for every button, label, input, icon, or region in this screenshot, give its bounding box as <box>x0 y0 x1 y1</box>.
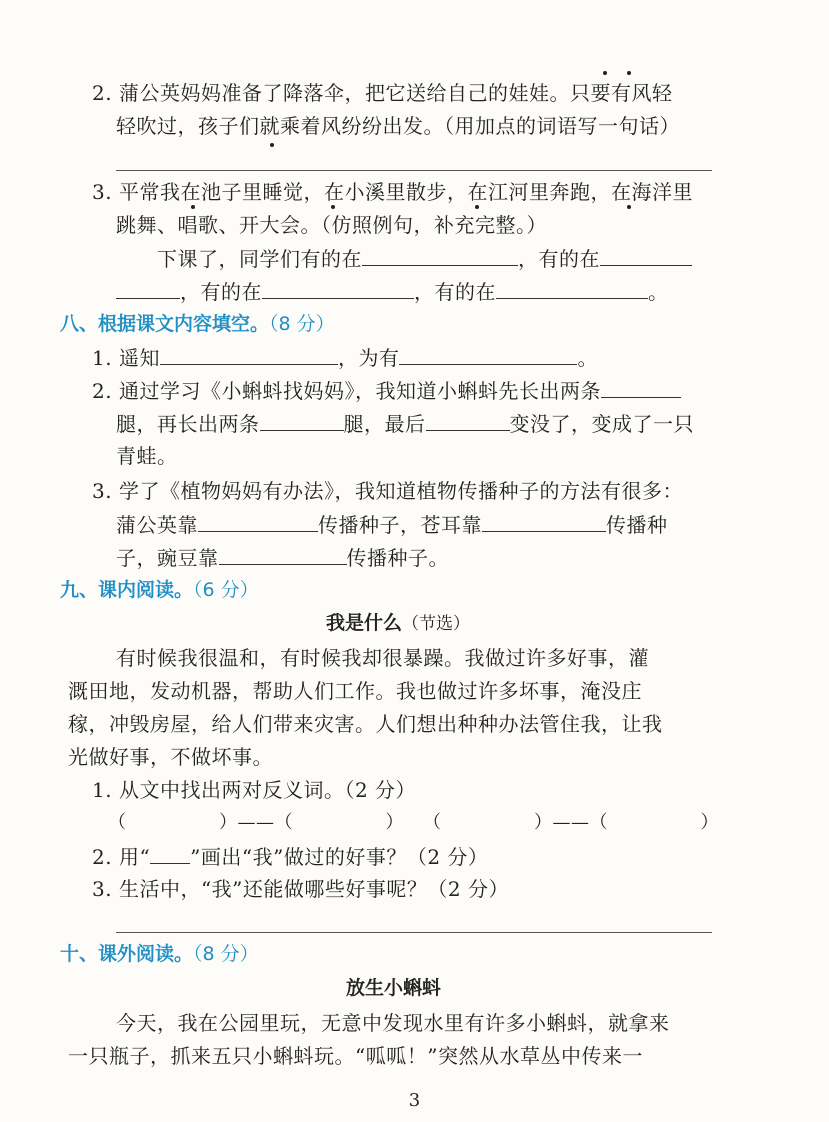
fill-blank[interactable] <box>482 509 606 532</box>
q3-text: ，有的在 <box>414 280 496 304</box>
fill-blank[interactable] <box>262 276 414 299</box>
s9-q2 <box>92 841 488 872</box>
passage-title <box>326 608 470 639</box>
section-score: （8 分） <box>193 943 259 965</box>
section-title: 八、根据课文内容填空。 <box>60 313 270 335</box>
s9-q3: 3. 生活中，“我”还能做哪些好事呢？（2 分） <box>92 877 509 901</box>
fill-blank[interactable] <box>601 375 681 398</box>
s8-q1 <box>92 342 598 373</box>
q3-text: ，有的在 <box>180 280 262 304</box>
q-text: 腿，最后 <box>343 412 426 436</box>
fill-blank[interactable] <box>116 276 180 299</box>
section-title: 十、课外阅读。 <box>60 943 194 965</box>
q-text: 子，豌豆靠 <box>116 546 219 570</box>
q-text: 蒲公英靠 <box>116 513 198 537</box>
q-text: 传播种 <box>606 513 668 537</box>
q3-line4 <box>116 276 669 307</box>
q-text: 传播种子。 <box>346 546 449 570</box>
passage-line: 一只瓶子，抓来五只小蝌蚪玩。“呱呱！”突然从水草丛中传来一 <box>68 1044 643 1068</box>
q-text: ，为有 <box>337 346 400 370</box>
fill-blank[interactable] <box>260 408 344 431</box>
s8-q2-line3: 青蛙。 <box>116 444 178 468</box>
q-text: ”画出“我”做过的好事？（2 分） <box>190 845 489 869</box>
emphasis-dot <box>191 205 195 209</box>
page-number: 3 <box>408 1090 421 1111</box>
emphasis-dot <box>475 205 479 209</box>
underline-sample <box>150 841 190 864</box>
emphasis-dot <box>627 71 631 75</box>
q3-line2: 跳舞、唱歌、开大会。（仿照例句，补充完整。） <box>116 213 547 237</box>
emphasis-dot <box>603 71 607 75</box>
passage-title-text: 我是什么 <box>326 612 403 634</box>
q3-text: 下课了，同学们有的在 <box>157 247 362 271</box>
q-text: 2. 通过学习《小蝌蚪找妈妈》，我知道小蝌蚪先长出两条 <box>92 379 601 403</box>
fill-blank[interactable] <box>426 408 510 431</box>
section-10-heading <box>60 939 259 969</box>
passage-line: 光做好事，不做坏事。 <box>68 745 273 769</box>
section-score: （6 分） <box>193 579 259 601</box>
q-text: 1. 遥知 <box>92 346 160 370</box>
s8-q2-line1 <box>92 375 681 406</box>
passage-line: 溉田地，发动机器，帮助人们工作。我也做过许多坏事，淹没庄 <box>68 679 642 703</box>
answer-line[interactable] <box>116 170 712 171</box>
s9-q1: 1. 从文中找出两对反义词。（2 分） <box>92 778 417 802</box>
passage-line: 有时候我很温和，有时候我却很暴躁。我做过许多好事，灌 <box>116 646 649 670</box>
section-8-heading <box>60 309 335 339</box>
fill-blank[interactable] <box>600 243 692 266</box>
emphasis-dot <box>331 205 335 209</box>
q-text: 传播种子，苍耳靠 <box>318 513 482 537</box>
fill-blank[interactable] <box>496 276 648 299</box>
q-text: 2. 用“ <box>92 845 151 869</box>
fill-blank[interactable] <box>362 243 518 266</box>
section-score: （8 分） <box>269 313 335 335</box>
q3-line1: 3. 平常我在池子里睡觉，在小溪里散步，在江河里奔跑，在海洋里 <box>92 180 693 204</box>
s8-q3-line3 <box>116 542 449 573</box>
section-title: 九、课内阅读。 <box>60 579 194 601</box>
q3-line3 <box>157 243 692 274</box>
q-text: 腿，再长出两条 <box>116 412 260 436</box>
fill-blank[interactable] <box>198 509 318 532</box>
q-text: 。 <box>577 346 598 370</box>
q2-line1: 2. 蒲公英妈妈准备了降落伞，把它送给自己的娃娃。只要有风轻 <box>92 81 673 105</box>
fill-blank[interactable] <box>160 342 338 365</box>
passage-line: 今天，我在公园里玩，无意中发现水里有许多小蝌蚪，就拿来 <box>116 1011 670 1035</box>
q-text: 变没了，变成了一只 <box>509 412 694 436</box>
s8-q2-line2 <box>116 408 694 439</box>
emphasis-dot <box>270 143 274 147</box>
passage-title-note: （节选） <box>402 614 471 634</box>
emphasis-dot <box>627 205 631 209</box>
passage-line: 稼，冲毁房屋，给人们带来灾害。人们想出种种办法管住我，让我 <box>68 712 663 736</box>
s8-q3-line2 <box>116 509 668 540</box>
s8-q3-line1: 3. 学了《植物妈妈有办法》，我知道植物传播种子的方法有很多： <box>92 479 683 503</box>
fill-blank[interactable] <box>219 542 347 565</box>
passage-title: 放生小蝌蚪 <box>346 977 442 999</box>
q3-text: ，有的在 <box>518 247 600 271</box>
answer-line[interactable] <box>116 932 712 933</box>
section-9-heading <box>60 575 259 605</box>
fill-blank[interactable] <box>399 342 577 365</box>
q2-line2: 轻吹过，孩子们就乘着风纷纷出发。（用加点的词语写一句话） <box>116 114 680 138</box>
antonym-pairs[interactable]: （ ）——（ ） （ ）——（ ） <box>108 812 719 833</box>
q3-text: 。 <box>648 280 669 304</box>
